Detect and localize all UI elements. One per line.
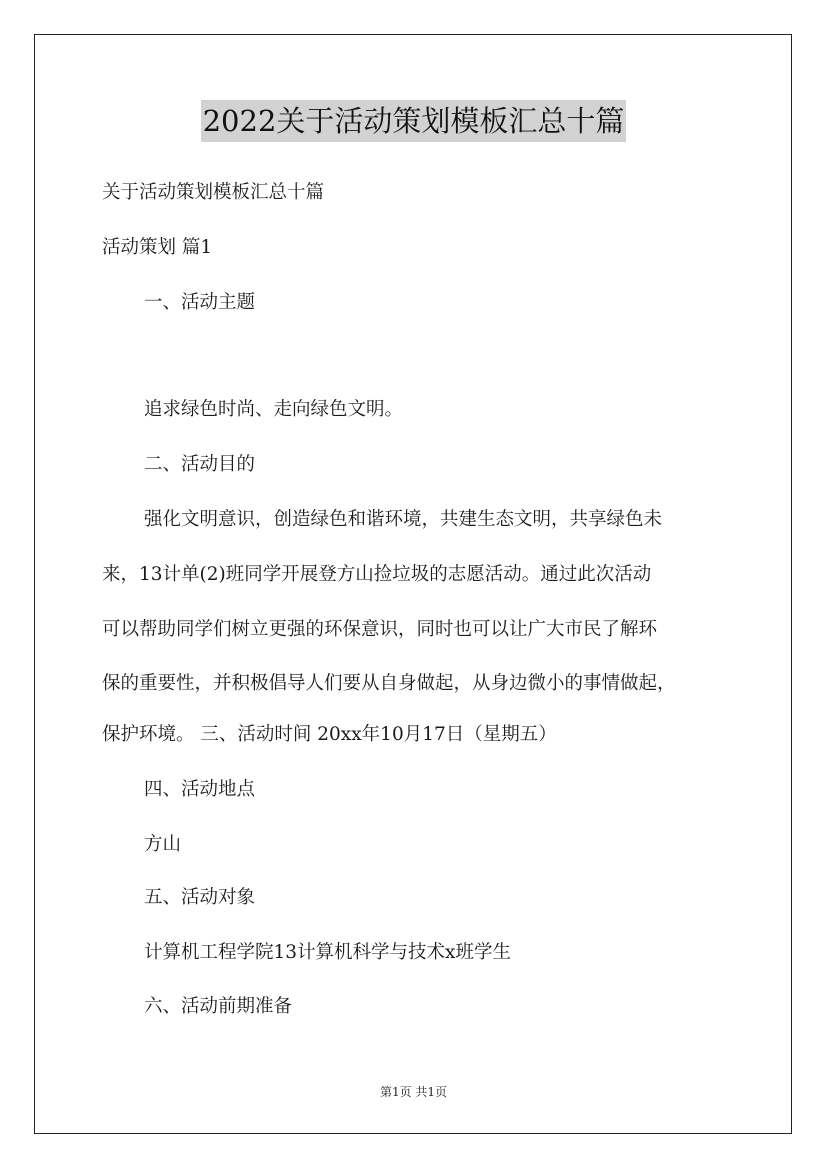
document-title: 2022关于活动策划模板汇总十篇 [201,100,627,142]
purpose-line: 保的重要性，并积极倡导人们要从自身做起，从身边微小的事情做起， [102,673,676,694]
heading-audience: 五、活动对象 [144,887,256,908]
purpose-line: 来，13计单(2)班同学开展登方山捡垃圾的志愿活动。通过此次活动 [102,564,652,585]
heading-location: 四、活动地点 [144,779,256,800]
purpose-line: 保护环境。 三、活动时间 20xx年10月17日（星期五） [102,724,557,745]
purpose-line: 可以帮助同学们树立更强的环保意识，同时也可以让广大市民了解环 [102,619,658,640]
section-label: 活动策划 篇1 [102,237,213,258]
purpose-line: 强化文明意识，创造绿色和谐环境，共建生态文明，共享绿色未 [144,509,663,530]
title-container [0,100,827,142]
theme-text: 追求绿色时尚、走向绿色文明。 [144,399,404,420]
heading-purpose: 二、活动目的 [144,454,256,475]
heading-theme: 一、活动主题 [144,292,256,313]
page-footer: 第1页 共1页 [379,1085,448,1099]
location-text: 方山 [144,834,182,855]
heading-preparation: 六、活动前期准备 [144,996,293,1017]
audience-text: 计算机工程学院13计算机科学与技术x班学生 [144,942,511,963]
subtitle: 关于活动策划模板汇总十篇 [102,182,325,203]
